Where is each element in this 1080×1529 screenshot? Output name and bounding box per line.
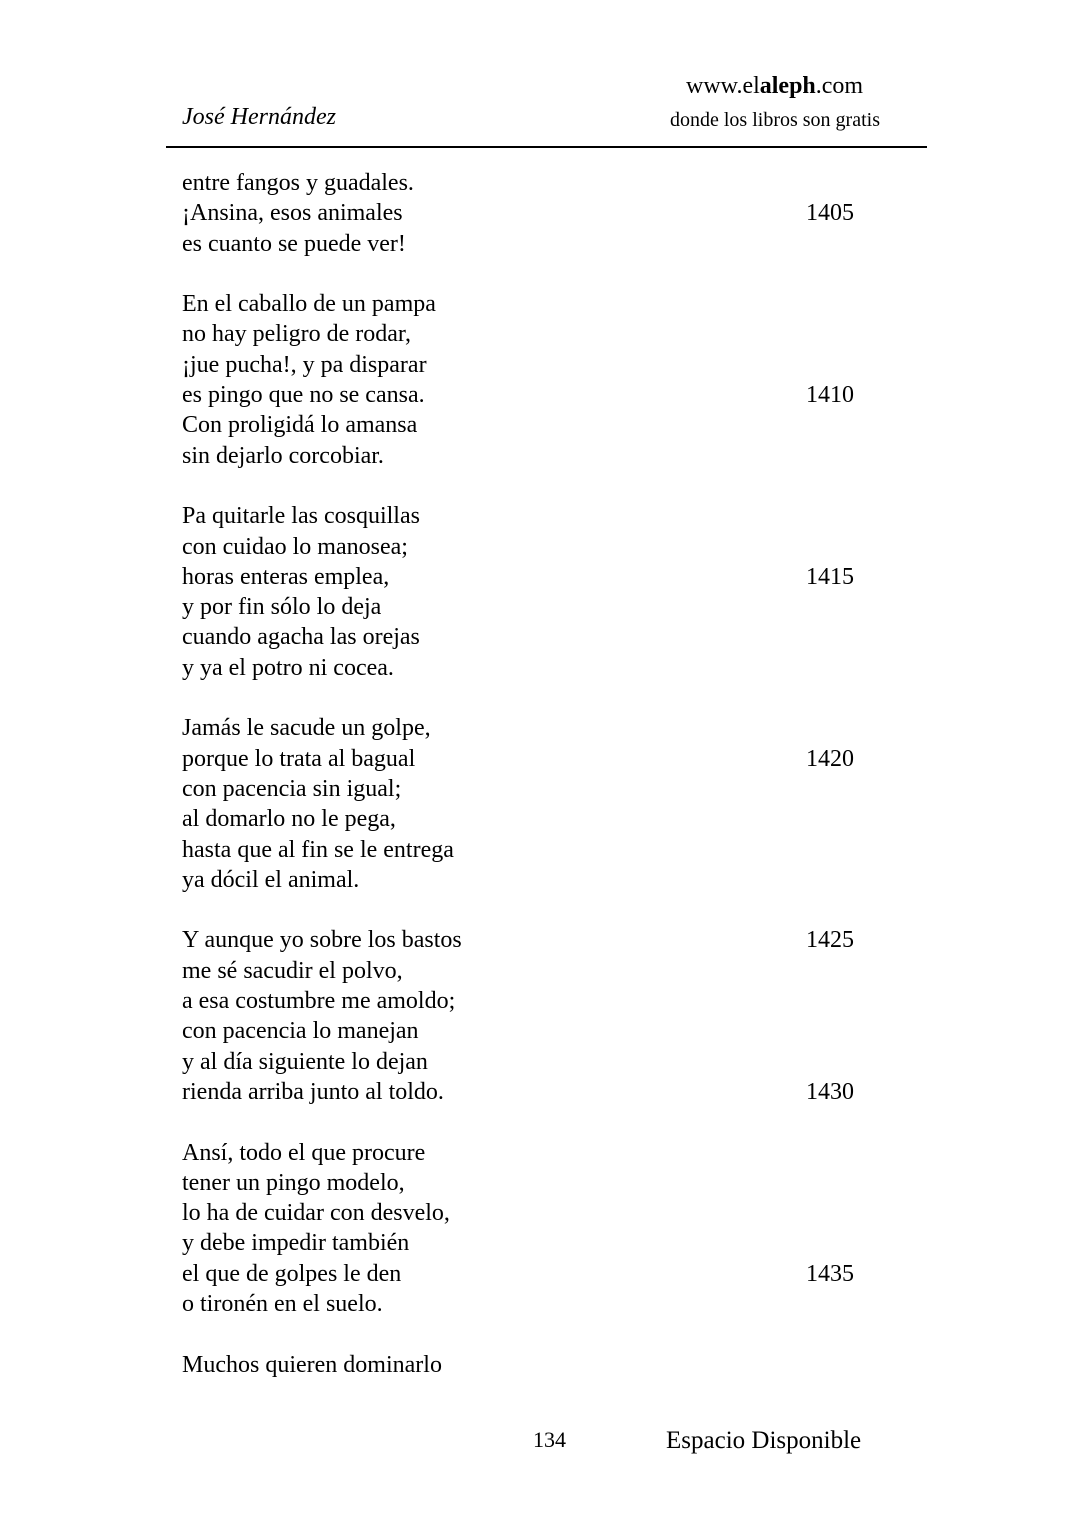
verse-line — [182, 501, 882, 531]
verse-text: es cuanto se puede ver! — [182, 230, 406, 257]
stanza — [182, 925, 882, 1107]
verse-line — [182, 441, 882, 471]
stanza — [182, 1138, 882, 1320]
verse-line — [182, 562, 882, 592]
verse-line — [182, 713, 882, 743]
verse-line — [182, 925, 882, 955]
verse-text: ¡Ansina, esos animales — [182, 200, 403, 227]
verse-text: Muchos quieren dominarlo — [182, 1351, 442, 1378]
verse-line — [182, 865, 882, 895]
stanza — [182, 168, 882, 259]
stanza-gap — [182, 895, 882, 925]
verse-line — [182, 380, 882, 410]
verse-text: hasta que al fin se le entrega — [182, 836, 454, 863]
verse-line — [182, 1016, 882, 1046]
line-number: 1405 — [806, 200, 854, 227]
verse-text: me sé sacudir el polvo, — [182, 957, 403, 984]
verse-text: lo ha de cuidar con desvelo, — [182, 1200, 450, 1227]
verse-text: porque lo trata al bagual — [182, 745, 416, 772]
verse-text: Y aunque yo sobre los bastos — [182, 927, 462, 954]
stanza-gap — [182, 259, 882, 289]
verse-line — [182, 289, 882, 319]
verse-line — [182, 1289, 882, 1319]
verse-text: no hay peligro de rodar, — [182, 321, 411, 348]
stanza — [182, 713, 882, 895]
verse-line — [182, 229, 882, 259]
line-number: 1435 — [806, 1260, 854, 1287]
site-url[interactable] — [686, 73, 863, 100]
line-number: 1420 — [806, 745, 854, 772]
verse-line — [182, 804, 882, 834]
verse-text: a esa costumbre me amoldo; — [182, 988, 456, 1015]
site-tagline: donde los libros son gratis — [670, 109, 880, 131]
verse-text: Pa quitarle las cosquillas — [182, 503, 420, 530]
site-url-brand: aleph — [759, 73, 816, 99]
stanza-gap — [182, 471, 882, 501]
verse-line — [182, 1198, 882, 1228]
verse-text: y por fin sólo lo deja — [182, 594, 382, 621]
footer-note: Espacio Disponible — [666, 1427, 862, 1454]
line-number: 1425 — [806, 927, 854, 954]
stanza-gap — [182, 683, 882, 713]
verse-text: Ansí, todo el que procure — [182, 1139, 426, 1166]
verse-text: con pacencia sin igual; — [182, 775, 402, 802]
verse-line — [182, 1350, 882, 1380]
verse-text: entre fangos y guadales. — [182, 170, 414, 196]
stanza — [182, 1350, 882, 1380]
verse-text: y al día siguiente lo dejan — [182, 1048, 428, 1075]
verse-line — [182, 168, 882, 198]
stanza-gap — [182, 1319, 882, 1349]
verse-text: ¡jue pucha!, y pa disparar — [182, 351, 427, 378]
verse-line — [182, 1228, 882, 1258]
verse-text: o tironén en el suelo. — [182, 1290, 383, 1317]
verse-line — [182, 1077, 882, 1107]
verse-line — [182, 592, 882, 622]
line-number: 1410 — [806, 382, 854, 409]
page-number: 134 — [533, 1427, 566, 1452]
verse-line — [182, 319, 882, 349]
verse-line — [182, 744, 882, 774]
verse-line — [182, 1168, 882, 1198]
stanza — [182, 289, 882, 471]
verse-text: cuando agacha las orejas — [182, 624, 420, 651]
poem-body — [182, 168, 882, 1380]
stanza — [182, 501, 882, 683]
verse-text: Jamás le sacude un golpe, — [182, 715, 431, 742]
header-divider — [166, 146, 927, 148]
verse-text: rienda arriba junto al toldo. — [182, 1078, 444, 1105]
verse-line — [182, 198, 882, 228]
site-url-suffix: .com — [815, 73, 864, 99]
verse-line — [182, 986, 882, 1016]
verse-line — [182, 350, 882, 380]
line-number: 1430 — [806, 1078, 854, 1105]
verse-text: y ya el potro ni cocea. — [182, 654, 394, 681]
verse-text: el que de golpes le den — [182, 1260, 402, 1287]
verse-line — [182, 835, 882, 865]
verse-text: al domarlo no le pega, — [182, 806, 396, 833]
verse-line — [182, 1138, 882, 1168]
running-head-author: José Hernández — [182, 104, 336, 130]
site-url-prefix: www.el — [686, 73, 760, 99]
verse-line — [182, 774, 882, 804]
verse-line — [182, 410, 882, 440]
verse-line — [182, 1259, 882, 1289]
verse-text: ya dócil el animal. — [182, 866, 360, 893]
verse-text: En el caballo de un pampa — [182, 291, 436, 318]
verse-line — [182, 653, 882, 683]
verse-line — [182, 532, 882, 562]
verse-line — [182, 1047, 882, 1077]
line-number: 1415 — [806, 563, 854, 590]
verse-text: y debe impedir también — [182, 1230, 410, 1257]
verse-text: con pacencia lo manejan — [182, 1018, 419, 1045]
verse-text: tener un pingo modelo, — [182, 1169, 405, 1196]
verse-text: con cuidao lo manosea; — [182, 533, 408, 560]
verse-text: Con proligidá lo amansa — [182, 412, 418, 439]
verse-line — [182, 956, 882, 986]
verse-text: horas enteras emplea, — [182, 563, 390, 590]
verse-line — [182, 622, 882, 652]
stanza-gap — [182, 1107, 882, 1137]
verse-text: sin dejarlo corcobiar. — [182, 442, 384, 469]
verse-text: es pingo que no se cansa. — [182, 382, 425, 409]
